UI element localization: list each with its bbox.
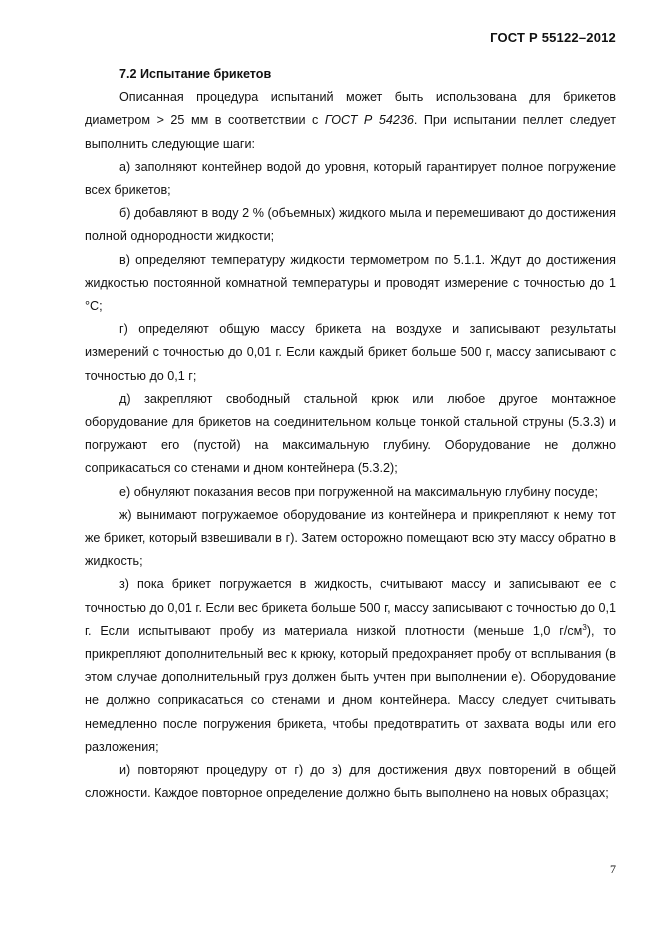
intro-text-part2: . При испытании пеллет следует выполнить следующие шаги:	[85, 113, 617, 151]
step-e: е) обнуляют показания весов при погруженной на максимальную глубину посуде;	[119, 484, 599, 499]
step-z-part1: з) пока брикет погружается в жидкость, считывают массу и записывают ее с точностью до 0,01 г. Если вес брикета больше 500 г, массу записывают с точностью до 0,1 г. Если испытывают пробу из материала низкой плотности (меньше 1,0 г/см	[85, 577, 616, 638]
step-v: в) определяют температуру жидкости термометром по 5.1.1. Ждут до достижения жидкостью постоянной комнатной температуры и проводят измерение с точностью до 1 °С;	[85, 252, 616, 314]
step-i: и) повторяют процедуру от г) до з) для достижения двух повторений в общей сложности. Каждое повторное определение должно быть выполнено на новых образцах;	[85, 763, 616, 801]
document-standard-id: ГОСТ Р 55122–2012	[490, 30, 616, 45]
page-number: 7	[610, 862, 616, 876]
step-z	[85, 573, 616, 759]
step-b: б) добавляют в воду 2 % (объемных) жидкого мыла и перемешивают до достижения полной однородности жидкости;	[85, 206, 616, 244]
step-d: д) закрепляют свободный стальной крюк или любое другое монтажное оборудование для брикетов на соединительном кольце тонкой стальной струны (5.3.3) и погружают его (пустой) на максимальную глубину. Оборудование не должно соприкасаться со стенами и дном контейнера (5.3.2);	[85, 391, 616, 476]
intro-text-part1: Описанная процедура испытаний может быть использована для брикетов диаметром > 25 мм в соответствии с	[85, 90, 616, 128]
step-g: г) определяют общую массу брикета на воздухе и записывают результаты измерений с точностью до 0,01 г. Если каждый брикет больше 500 г, массу записывают с точностью до 0,1 г;	[85, 322, 616, 383]
step-a: а) заполняют контейнер водой до уровня, который гарантирует полное погружение всех брикетов;	[85, 159, 616, 198]
step-z-part2: ), то прикрепляют дополнительный вес к крюку, который предохраняет пробу от всплывания (в этом случае дополнительный груз должен быть учтен при выполнении е). Оборудование не должно соприкасаться со стенами и дном контейнера. Массу следует считывать немедленно после погружения брикета, чтобы предотвратить от захвата воды или его разложения;	[85, 623, 616, 754]
document-body	[85, 63, 616, 806]
step-zh: ж) вынимают погружаемое оборудование из контейнера и прикрепляют к нему тот же брикет, который взвешивали в г). Затем осторожно помещают всю эту массу обратно в жидкость;	[85, 507, 616, 569]
section-title: 7.2 Испытание брикетов	[119, 67, 272, 81]
standard-reference: ГОСТ Р 54236	[324, 113, 414, 128]
intro-paragraph	[85, 86, 616, 156]
step-z-superscript: 3	[582, 622, 587, 632]
